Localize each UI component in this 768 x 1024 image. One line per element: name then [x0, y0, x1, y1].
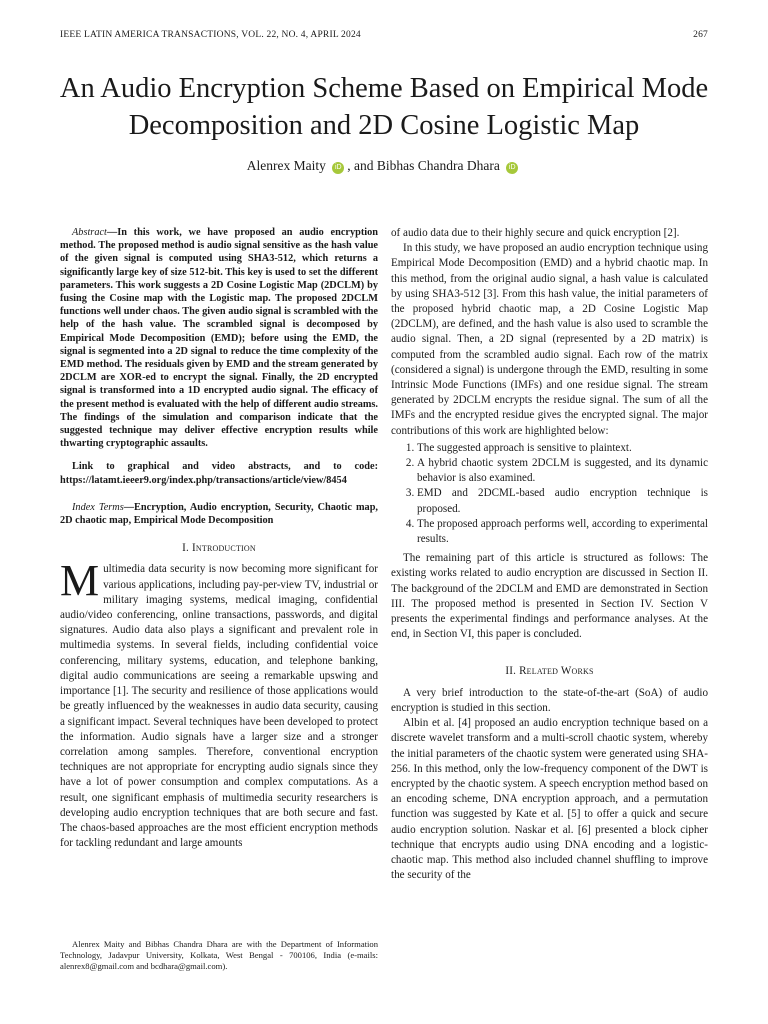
- index-terms-label: Index Terms: [72, 501, 124, 513]
- abstract-text: —In this work, we have proposed an audio encryption method. The proposed method is audio signal sensitive as the hash value of the given signal is computed using SHA3-512, which returns a significantly large key of size 512-bit. This key is used to set the different parameters. This work suggests a 2D Cosine Logistic Map (2DCLM) by fusing the Cosine map with the Logistic map. The proposed 2DCLM functions well under chaos. The given audio signal is scrambled with the help of the hash value. The scrambled signal is decomposed by Empirical Mode Decomposition (EMD); before using the EMD, the signal is segmented into a 2D signal to reduce the time complexity of the EMD method. The residuals given by EMD and the stream generated by 2DCLM are XOR-ed to encrypt the signal. Finally, the 2D encrypted signal is transformed into a 1D encrypted audio signal. The efficacy of the present method is evaluated with the help of different audio streams. The findings of the simulation and comparison indicate that the suggested technique may deliver effective encryption results while thwarting cryptographic assaults.: [60, 227, 378, 450]
- author-line: [0, 158, 768, 174]
- orcid-icon[interactable]: iD: [332, 162, 344, 174]
- paragraph: A very brief introduction to the state-of-the-art (SoA) of audio encryption is studied in this section.: [391, 686, 708, 714]
- section-heading: I. Introduction: [182, 542, 256, 555]
- section-heading: II. Related Works: [505, 665, 594, 678]
- list-item: 4. The proposed approach performs well, according to experimental results.: [417, 517, 708, 547]
- left-column: [60, 226, 378, 851]
- page-number: 267: [693, 30, 708, 40]
- graphical-abstract-link[interactable]: Link to graphical and video abstracts, and to code: https://latamt.ieeer9.org/index.php/transactions/article/view/8454: [60, 461, 378, 486]
- author-affiliation-footnote: Alenrex Maity and Bibhas Chandra Dhara are with the Department of Information Technology, Jadavpur University, Kolkata, West Bengal - 700106, India (e-mails: alenrex8@gmail.com and bcdhara@gmail.com).: [60, 938, 378, 971]
- index-terms: [60, 501, 378, 527]
- paragraph: The remaining part of this article is structured as follows: The existing works related to audio encryption are discussed in Section II. The background of the 2DCLM and EMD are demonstrated in Section III. The proposed method is presented in Section IV. Section V presents the experimental findings and performance analyses. At the end, in Section VI, this paper is concluded.: [391, 552, 708, 641]
- author-name: Alenrex Maity: [246, 158, 326, 173]
- abstract-label: Abstract: [72, 227, 107, 238]
- orcid-icon[interactable]: iD: [506, 162, 518, 174]
- abstract: [60, 226, 378, 450]
- paragraph: Albin et al. [4] proposed an audio encryption technique based on a discrete wavelet transform and a multi-scroll chaotic system, whereby the initial parameters of the chaotic system were generated using SHA-256. In this method, only the low-frequency component of the DWT is encrypted by the chaotic system. A speech encryption method based on an encoding scheme, DNA encryption approach, and a permutation function was suggested by Kate et al. [5] to offer a quick and secure audio encryption solution. Naskar et al. [6] presented a block cipher technique that encrypts audio using DNA encoding and a logistic-chaotic map. This method also included channel shuffling to improve the security of the: [391, 717, 708, 882]
- author-name: Bibhas Chandra Dhara: [376, 158, 500, 173]
- list-item: 3. EMD and 2DCML-based audio encryption technique is proposed.: [417, 486, 708, 516]
- list-item: 1. The suggested approach is sensitive to plaintext.: [417, 441, 708, 456]
- paper-title: An Audio Encryption Scheme Based on Empirical Mode Decomposition and 2D Cosine Logistic Map: [59, 73, 709, 141]
- author-separator: , and: [347, 158, 377, 173]
- intro-paragraph-continued: of audio data due to their highly secure and quick encryption [2].: [391, 227, 680, 239]
- running-head: [60, 30, 708, 40]
- right-column: [391, 226, 708, 883]
- contributions-list: [391, 441, 708, 547]
- list-item: 2. A hybrid chaotic system 2DCLM is suggested, and its dynamic behavior is also examined.: [417, 456, 708, 486]
- paragraph: In this study, we have proposed an audio encryption technique using Empirical Mode Decomposition (EMD) and a hybrid chaotic map. In this method, from the original audio signal, a hash value is calculated by using SHA3-512 [3]. From this hash value, the initial parameters of the proposed hybrid chaotic map, a 2D Cosine Logistic Map (2DCLM), are defined, and the hash value is also used to scramble the audio signal. Then, a 2D signal (represented by a 2D matrix) is computed from the scrambled audio signal. Each row of the matrix (considered a signal) is undergone through the EMD, resulting in some Intrinsic Mode Functions (IMFs) and one residue signal. The stream generated by 2DCLM encrypts the residue signal. The sum of all the IMFs and the encrypted residue gives the encrypted signal. The major contributions of this work are highlighted below:: [391, 242, 708, 437]
- drop-cap: M: [60, 556, 100, 606]
- index-terms-text: —Encryption, Audio encryption, Security, Chaotic map, 2D chaotic map, Empirical Mode Decomposition: [60, 501, 378, 527]
- intro-paragraph: [60, 556, 378, 851]
- journal-name: IEEE LATIN AMERICA TRANSACTIONS, VOL. 22, NO. 4, APRIL 2024: [60, 30, 361, 40]
- intro-text: ultimedia data security is now becoming more significant for various applications, including pay-per-view TV, industrial or military imaging systems, medical imaging, confidential audio/video conferencing, online transactions, passwords, and digital signatures. Audio data also plays a significant and prevalent role in multimedia systems. In several fields, including confidential voice conferencing, military systems, education, and telephone banking, digital audio communications are seeing a remarkable upswing and importance [1]. The security and resilience of those applications would be greatly influenced by the weaknesses in audio data security, causing a significant impact. Several techniques have been developed to protect the information. Audio signals have a larger size and a stronger correlation among samples. Therefore, conventional encryption techniques are not appropriate for encrypting audio signals since they have a lot of power consumption and complex computations. As a result, one significant emphasis of multimedia security researchers is developing audio encryption techniques that are both secure and fast. The chaos-based approaches are the most efficient encryption methods for tackling redundant and large amounts: [60, 563, 378, 850]
